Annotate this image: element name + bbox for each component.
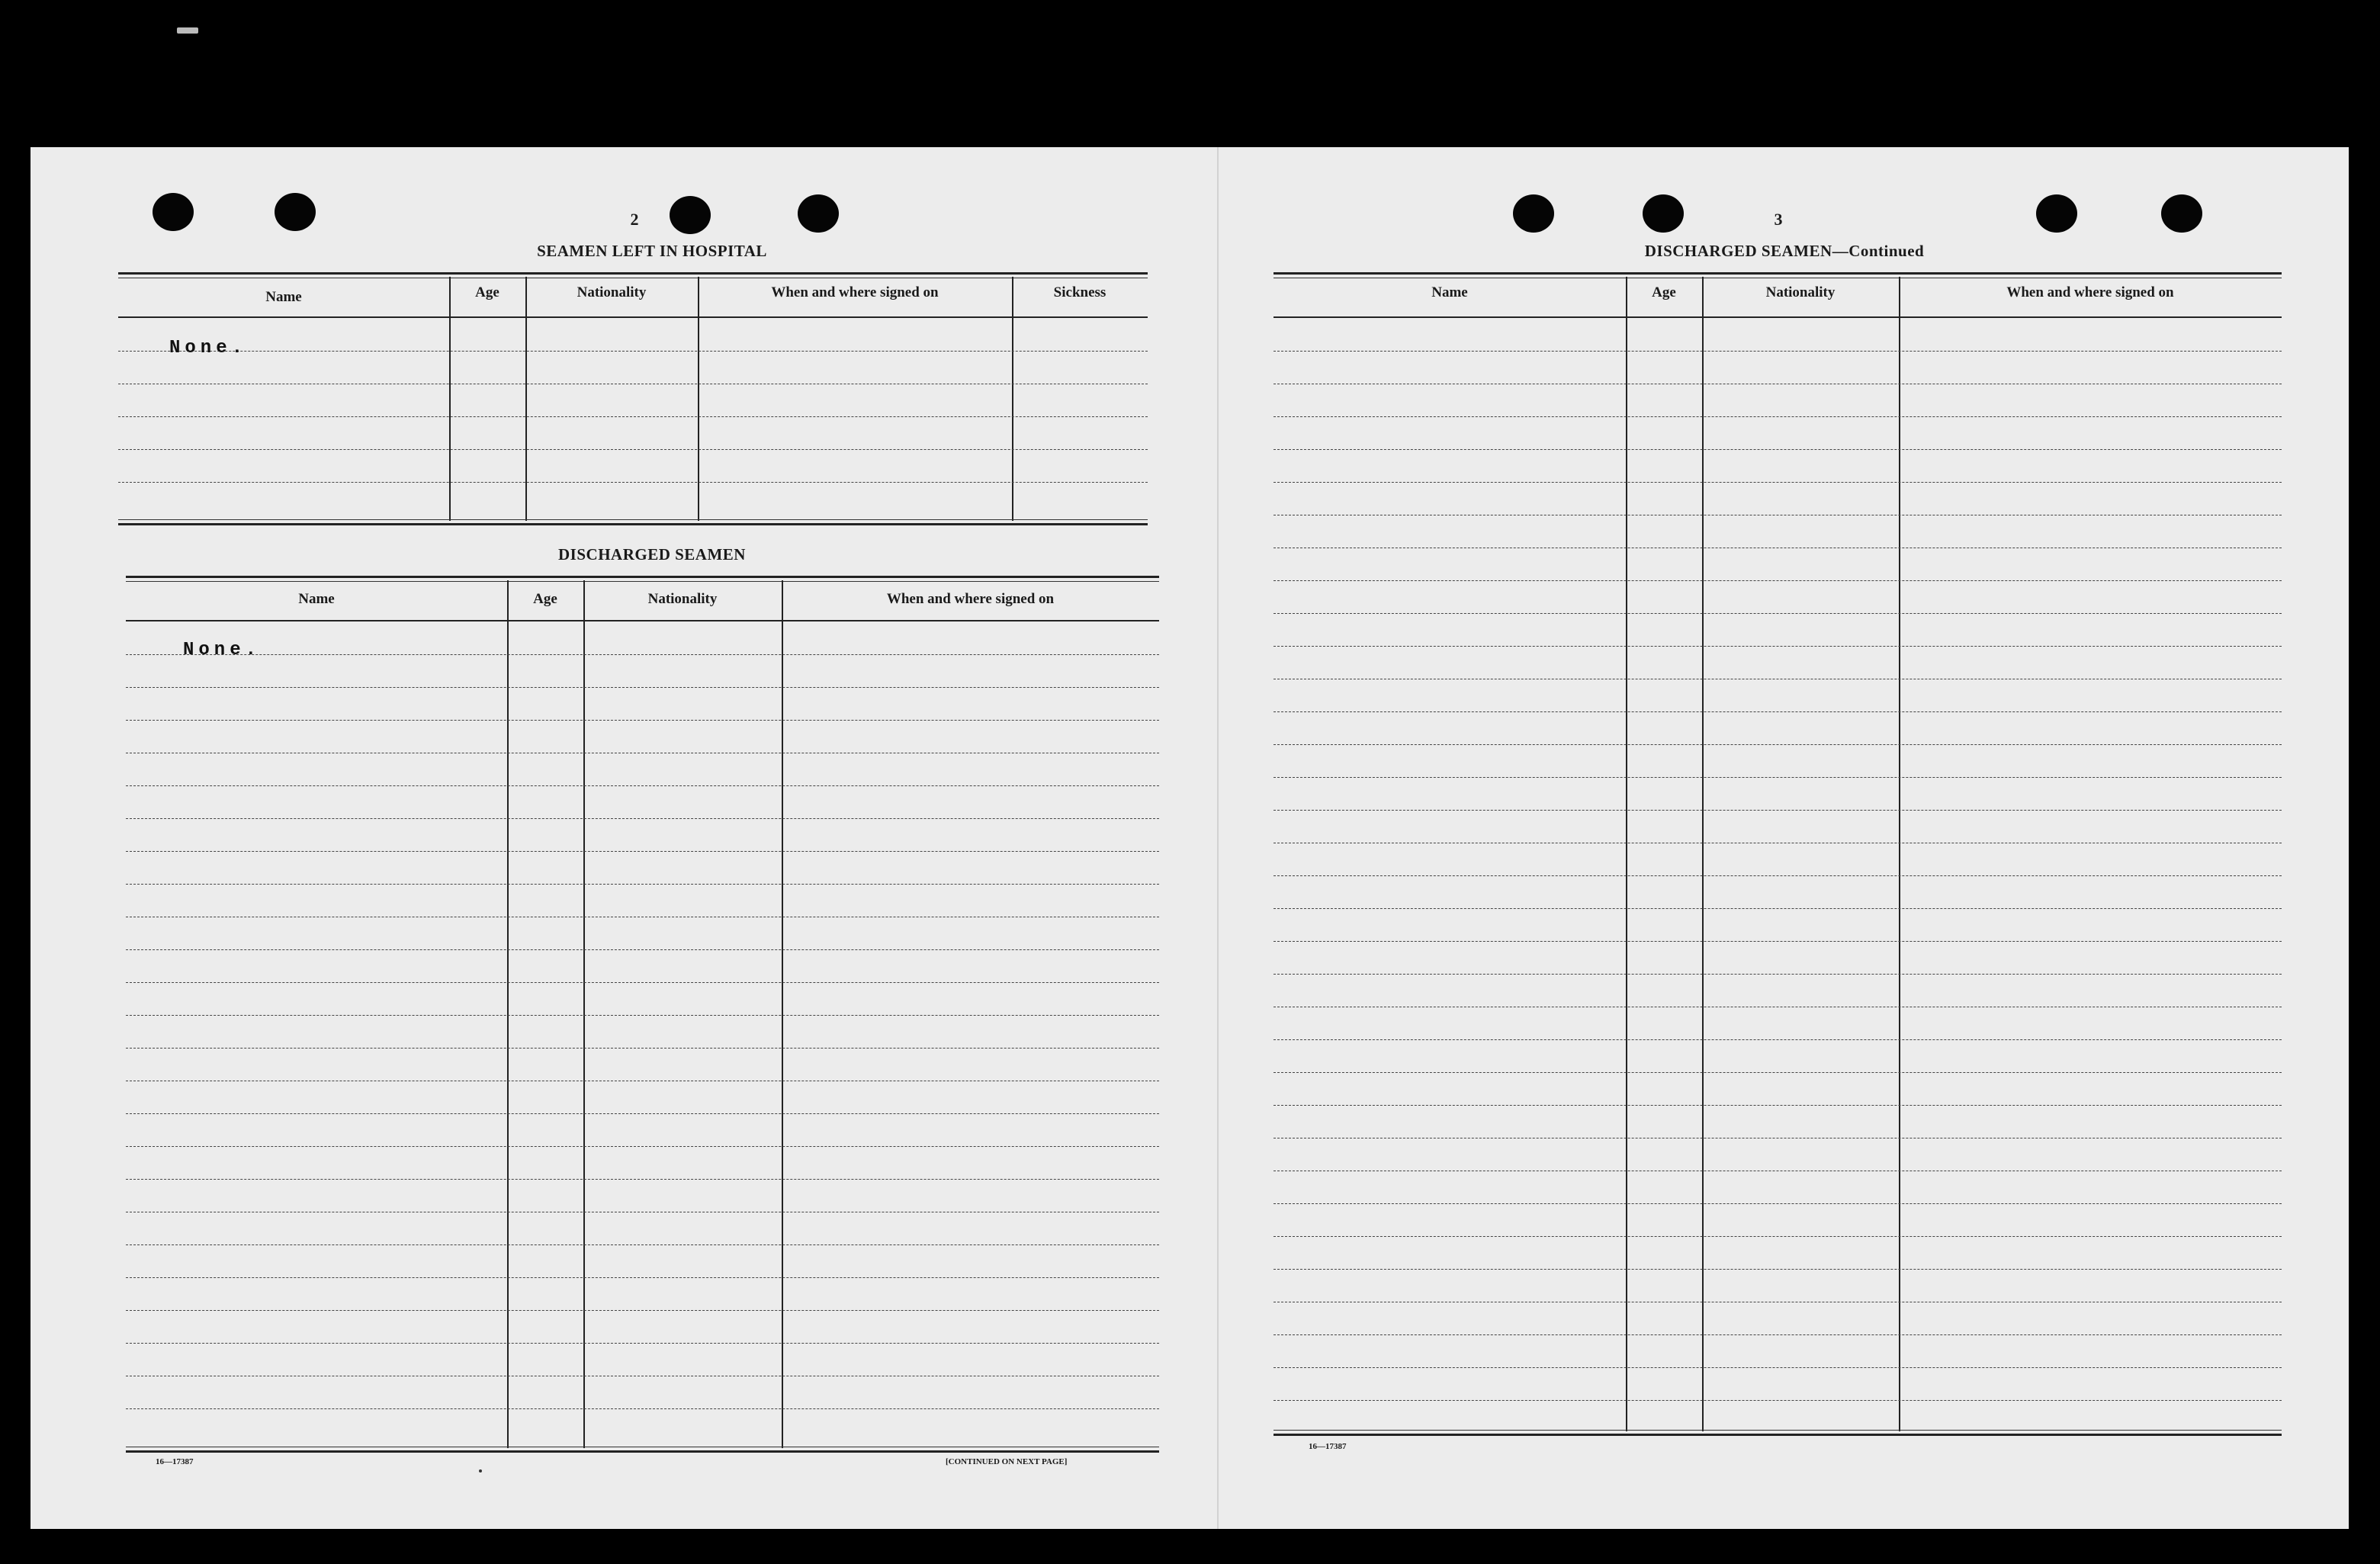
col-header-when-where: When and where signed on [886, 591, 1055, 607]
col-header-age: Age [475, 284, 499, 300]
hospital-section-title: SEAMEN LEFT IN HOSPITAL [537, 242, 767, 260]
punch-hole [153, 193, 194, 231]
form-number-left: 16—17387 [156, 1457, 194, 1466]
col-header-nationality: Nationality [577, 284, 647, 300]
discharged-continued-title [1556, 242, 2013, 261]
col-header-when-where: When and where signed on [2006, 284, 2174, 300]
punch-hole [2036, 194, 2077, 233]
discharged-table [126, 576, 1159, 1453]
title-main: DISCHARGED SEAMEN [1644, 242, 1832, 260]
col-header-nationality: Nationality [1765, 284, 1836, 300]
form-sheet [31, 147, 2349, 1529]
col-header-name: Name [298, 591, 335, 607]
col-header-name: Name [1431, 284, 1468, 300]
punch-hole [1643, 194, 1684, 233]
punch-hole [798, 194, 839, 233]
discharged-section-title: DISCHARGED SEAMEN [558, 545, 746, 564]
punch-hole [275, 193, 316, 231]
col-header-sickness: Sickness [1053, 284, 1106, 300]
punch-hole [1513, 194, 1554, 233]
speck [479, 1469, 482, 1472]
scan-mark [177, 27, 198, 34]
title-suffix: —Continued [1832, 242, 1925, 260]
punch-hole [670, 196, 711, 234]
punch-hole [2161, 194, 2202, 233]
form-number-right: 16—17387 [1309, 1442, 1347, 1451]
continued-note: [CONTINUED ON NEXT PAGE] [946, 1457, 1068, 1466]
hospital-table [118, 272, 1148, 525]
col-header-age: Age [1652, 284, 1676, 300]
page-number-left: 2 [630, 210, 639, 229]
discharged-continued-table [1274, 272, 2282, 1436]
col-header-age: Age [533, 591, 557, 607]
discharged-entry-none: None. [183, 640, 262, 660]
hospital-entry-none: None. [169, 338, 248, 358]
page-fold [1217, 147, 1219, 1529]
col-header-name: Name [265, 289, 302, 305]
col-header-nationality: Nationality [647, 591, 718, 607]
page-number-right: 3 [1774, 210, 1783, 229]
col-header-when-where: When and where signed on [771, 284, 939, 300]
